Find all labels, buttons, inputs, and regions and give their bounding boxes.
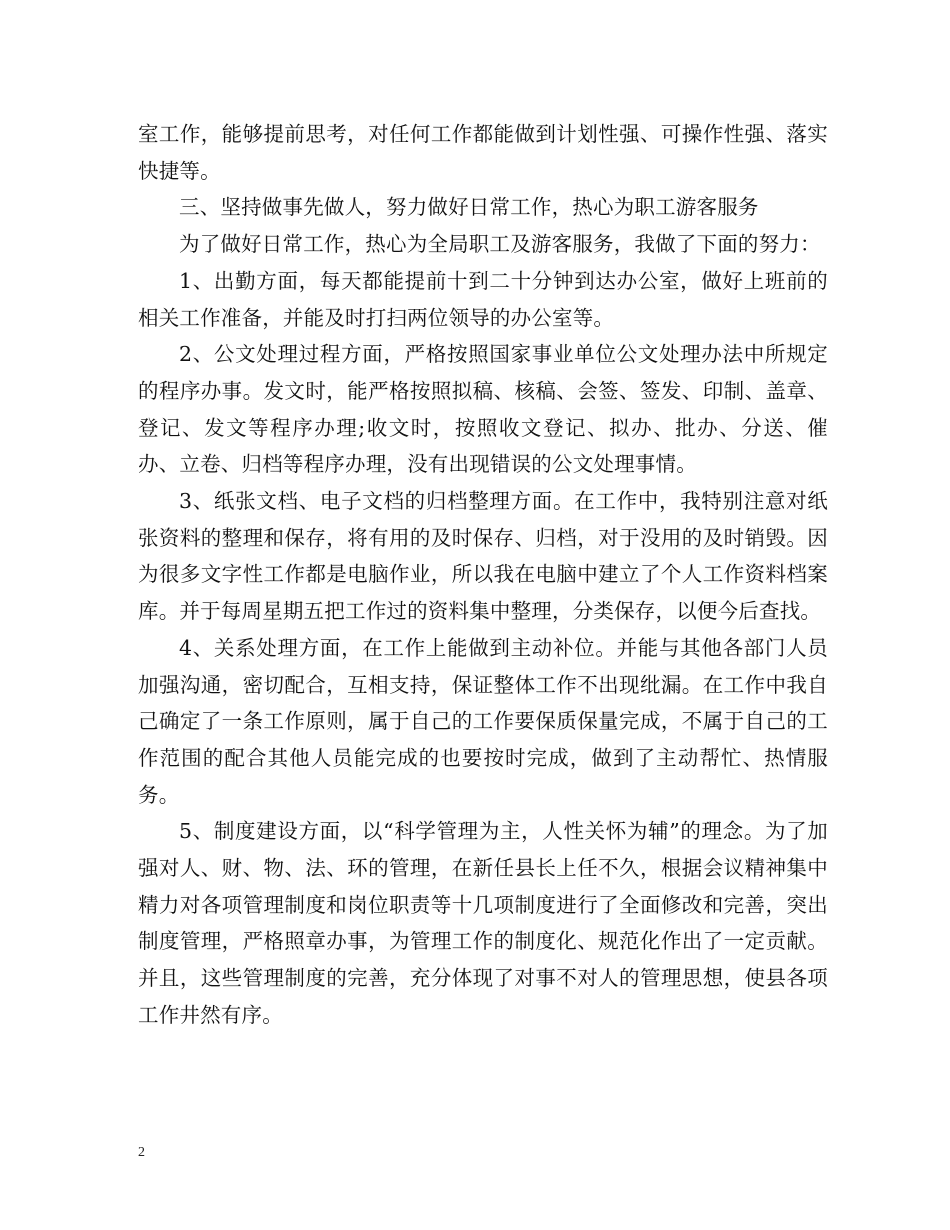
paragraph-item-4: 4、关系处理方面，在工作上能做到主动补位。并能与其他各部门人员加强沟通，密切配合，互相支持，保证整体工作不出现纰漏。在工作中我自己确定了一条工作原则，属于自己的工作要保质保量完成，不属于自己的工作范围的配合其他人员能完成的也要按时完成，做到了主动帮忙、热情服务。 bbox=[138, 635, 828, 807]
paragraph-intro: 为了做好日常工作，热心为全局职工及游客服务，我做了下面的努力： bbox=[179, 232, 821, 257]
paragraph-item-5: 5、制度建设方面，以“科学管理为主，人性关怀为辅”的理念。为了加强对人、财、物、法、环的管理，在新任县长上任不久，根据会议精神集中精力对各项管理制度和岗位职责等十几项制度进行了全面修改和完善，突出制度管理，严格照章办事，为管理工作的制度化、规范化作出了一定贡献。并且，这些管理制度的完善，充分体现了对事不对人的管理思想，使县各项工作井然有序。 bbox=[138, 819, 828, 1027]
page-number: 2 bbox=[138, 1145, 145, 1160]
paragraph-item-3: 3、纸张文档、电子文档的归档整理方面。在工作中，我特别注意对纸张资料的整理和保存，将有用的及时保存、归档，对于没用的及时销毁。因为很多文字性工作都是电脑作业，所以我在电脑中建立了个人工作资料档案库。并于每周星期五把工作过的资料集中整理，分类保存，以便今后查找。 bbox=[138, 489, 828, 624]
section-heading-3: 三、坚持做事先做人，努力做好日常工作，热心为职工游客服务 bbox=[179, 195, 759, 220]
paragraph-item-2: 2、公文处理过程方面，严格按照国家事业单位公文处理办法中所规定的程序办事。发文时，能严格按照拟稿、核稿、会签、签发、印制、盖章、登记、发文等程序办理;收文时，按照收文登记、拟办、批办、分送、催办、立卷、归档等程序办理，没有出现错误的公文处理事情。 bbox=[138, 342, 828, 477]
paragraph-item-1: 1、出勤方面，每天都能提前十到二十分钟到达办公室，做好上班前的相关工作准备，并能及时打扫两位领导的办公室等。 bbox=[138, 268, 828, 330]
body-text bbox=[138, 116, 828, 1034]
paragraph-continuation: 室工作，能够提前思考，对任何工作都能做到计划性强、可操作性强、落实快捷等。 bbox=[138, 122, 828, 183]
